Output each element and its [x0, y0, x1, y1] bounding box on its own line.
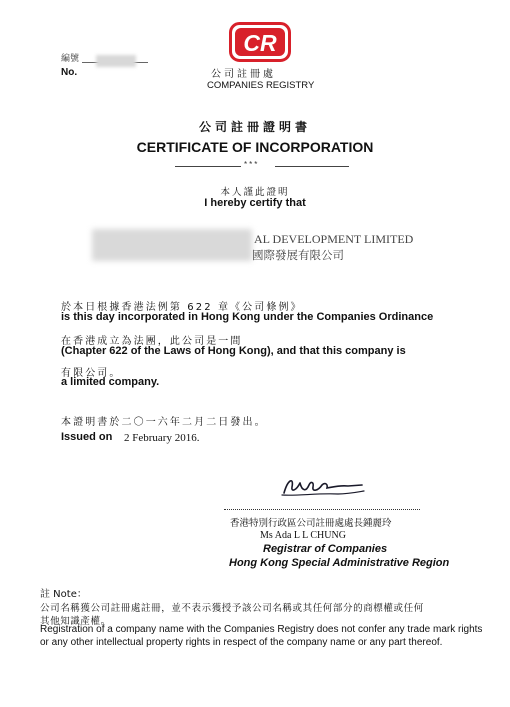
- certify-statement-en: I hereby certify that: [204, 197, 306, 209]
- registrar-organization: Hong Kong Special Administrative Region: [229, 557, 450, 569]
- body-line-3-en: a limited company.: [61, 376, 160, 388]
- title-divider-left: [175, 166, 241, 167]
- number-label-zh: 編號: [61, 54, 80, 64]
- registrar-name: Ms Ada L L CHUNG: [260, 530, 346, 541]
- cr-logo-icon: [229, 22, 291, 62]
- logo-text: CR: [243, 30, 277, 56]
- note-text-zh-1: 公司名稱獲公司註冊處註冊，並不表示獲授予該公司名稱或其任何部分的商標權或任何: [40, 603, 424, 614]
- company-name-zh: 國際發展有限公司: [252, 248, 344, 262]
- title-divider-stars: ***: [244, 160, 260, 169]
- companies-registry-logo: [229, 22, 291, 62]
- registrar-title-zh: 香港特別行政區公司註冊處處長鍾麗玲: [230, 518, 392, 529]
- title-divider-right: [275, 166, 349, 167]
- note-text-en-1: Registration of a company name with the Companies Registry does not confer any trade mark rights: [40, 624, 483, 635]
- company-name-en: AL DEVELOPMENT LIMITED: [254, 232, 414, 246]
- body-line-2-zh: 在香港成立為法團，此公司是一間: [61, 336, 243, 347]
- registrar-title-en: Registrar of Companies: [263, 543, 388, 555]
- number-label-en: No.: [61, 67, 78, 78]
- body-line-2-en: (Chapter 622 of the Laws of Hong Kong), and that this company is: [61, 345, 406, 357]
- body-line-1-zh: 於本日根據香港法例第 622 章《公司條例》: [61, 302, 303, 313]
- body-line-1-en: is this day incorporated in Hong Kong under the Companies Ordinance: [61, 311, 434, 323]
- body-line-3-zh: 有限公司。: [61, 368, 122, 379]
- note-text-en-2: or any other intellectual property rights in respect of the company name or any part thereof.: [40, 637, 443, 648]
- certificate-title-zh: 公司註冊證明書: [198, 120, 311, 134]
- note-label: 註 Note：: [40, 589, 87, 600]
- note-text-zh-2: 其他知識產權。: [40, 616, 111, 627]
- registry-name-zh: 公司註冊處: [211, 69, 276, 80]
- certificate-title-en: CERTIFICATE OF INCORPORATION: [136, 139, 374, 155]
- certify-statement-zh: 本人謹此證明: [220, 187, 290, 198]
- registry-name-en: COMPANIES REGISTRY: [207, 80, 315, 91]
- signature-icon: [278, 473, 368, 499]
- redacted-company-name: [92, 229, 252, 261]
- registrar-signature: [278, 473, 368, 499]
- issued-date: 2 February 2016.: [124, 432, 200, 444]
- issued-statement-zh: 本證明書於二〇一六年二月二日發出。: [61, 417, 267, 428]
- issued-label-en: Issued on: [61, 431, 113, 443]
- signature-line: [224, 509, 420, 510]
- redacted-number: [96, 55, 136, 67]
